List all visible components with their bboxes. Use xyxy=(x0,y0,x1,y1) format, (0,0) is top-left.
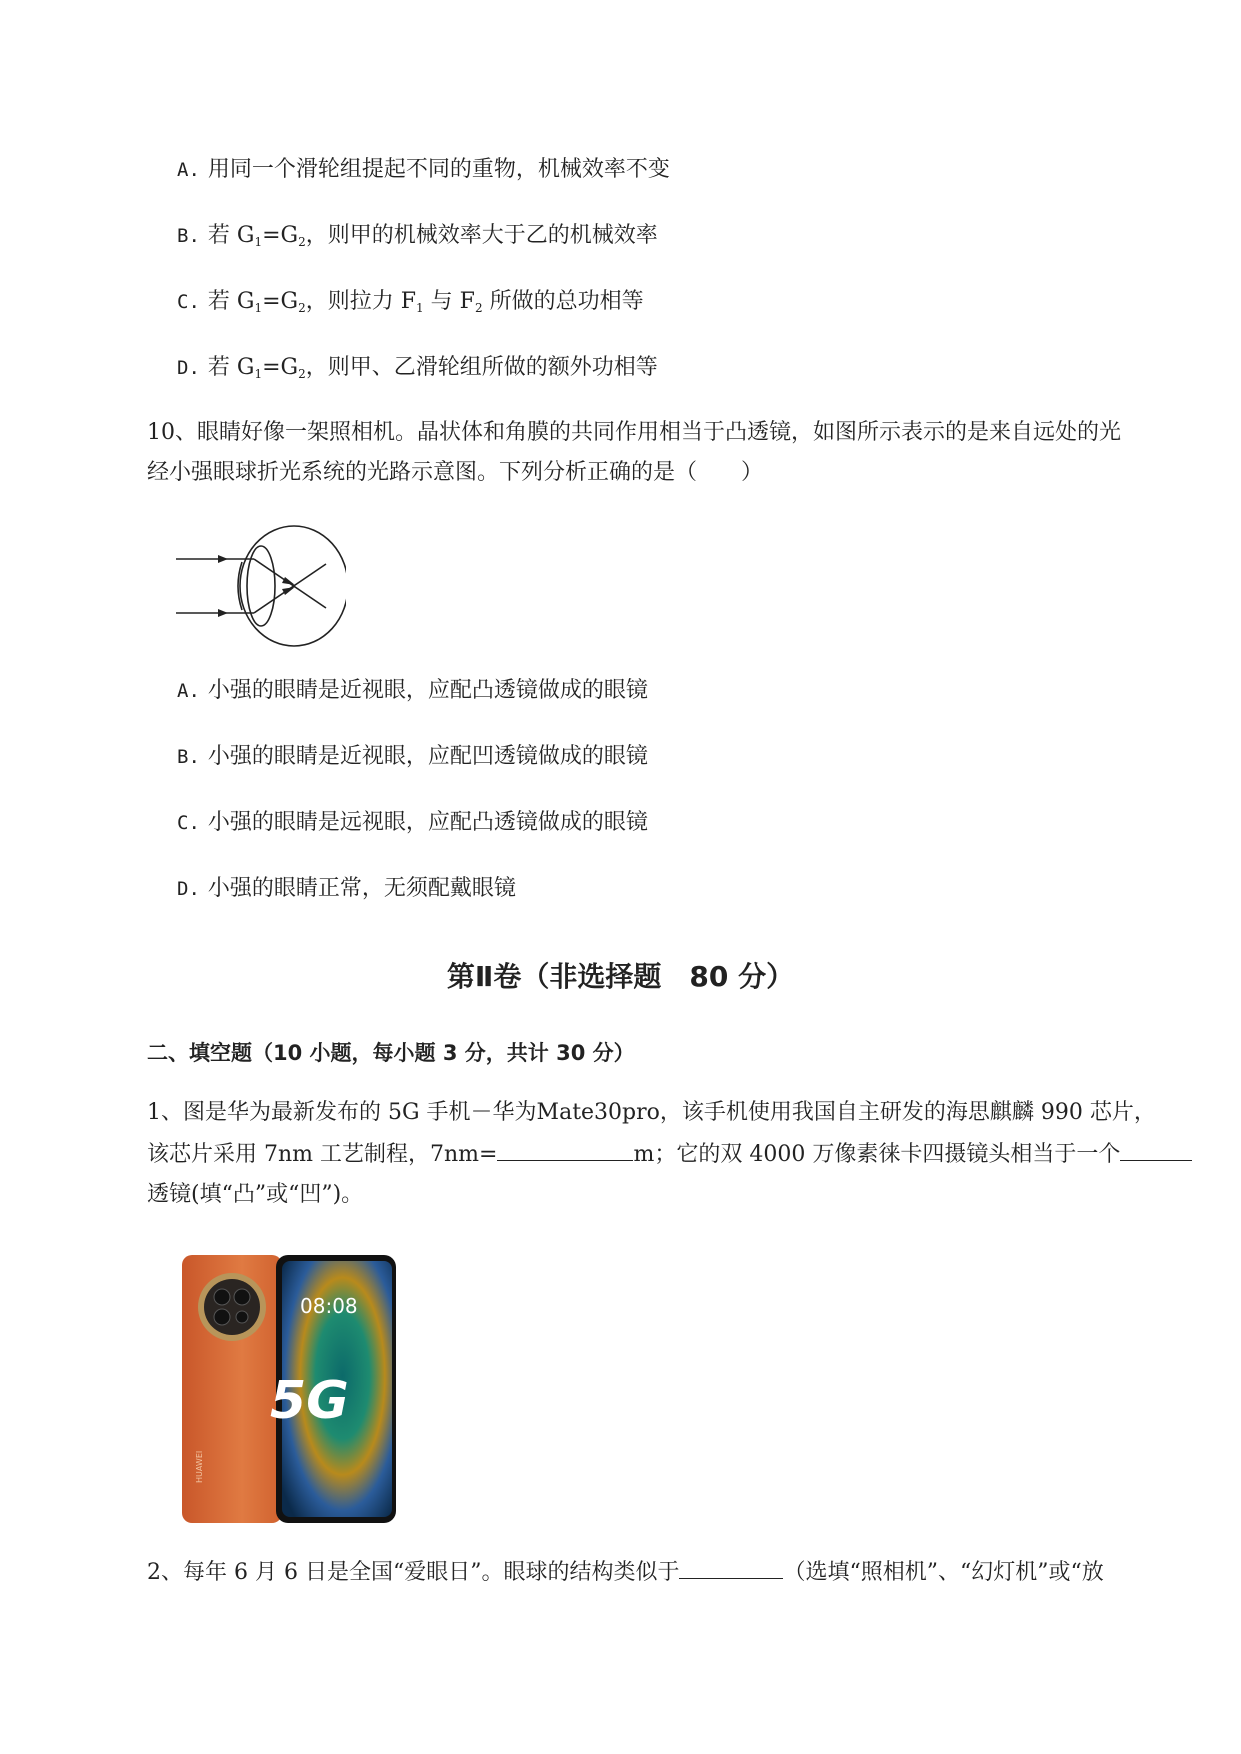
option-letter: D. xyxy=(177,357,200,379)
answer-blank[interactable] xyxy=(1120,1138,1192,1161)
subscript: 1 xyxy=(254,367,263,381)
option-text: 与 F xyxy=(423,289,475,314)
option-text: =G xyxy=(262,223,299,248)
camera-lens-icon xyxy=(234,1289,250,1305)
arrow-icon xyxy=(282,587,295,595)
subscript: 2 xyxy=(298,367,306,381)
subscript: 1 xyxy=(254,235,263,249)
subscript: 2 xyxy=(474,301,483,315)
q10-option-d xyxy=(177,874,516,904)
f2-line1 xyxy=(147,1556,1104,1588)
camera-lens-icon xyxy=(214,1309,230,1325)
subscript: 2 xyxy=(298,235,306,249)
subscript: 2 xyxy=(298,301,306,315)
option-text: ，则拉力 F xyxy=(305,289,417,314)
lens-outline xyxy=(247,546,275,626)
option-text: 小强的眼睛正常，无须配戴眼镜 xyxy=(207,876,516,901)
option-letter: A. xyxy=(177,159,200,181)
f2-text: 2、每年 6 月 6 日是全国“爱眼日”。眼球的结构类似于 xyxy=(147,1560,680,1585)
q9-option-b xyxy=(177,221,658,257)
brand-text: HUAWEI xyxy=(195,1450,204,1483)
answer-blank[interactable] xyxy=(679,1556,783,1579)
option-letter: A. xyxy=(177,680,200,702)
answer-blank[interactable] xyxy=(497,1138,633,1161)
option-text: 若 G xyxy=(207,289,255,314)
f1-line3: 透镜(填“凸”或“凹”)。 xyxy=(147,1182,364,1207)
option-text: 所做的总功相等 xyxy=(482,289,644,314)
f1-text: 该芯片采用 7nm 工艺制程，7nm= xyxy=(147,1142,498,1167)
option-text: ，则甲的机械效率大于乙的机械效率 xyxy=(305,223,658,248)
option-text: =G xyxy=(262,355,299,380)
f1-line1: 1、图是华为最新发布的 5G 手机－华为Mate30pro，该手机使用我国自主研发的海思麒麟 990 芯片， xyxy=(147,1100,1156,1125)
option-text: 若 G xyxy=(207,355,255,380)
section-title: 第Ⅱ卷（非选择题 80 分） xyxy=(446,960,795,993)
camera-lens-icon xyxy=(214,1289,230,1305)
option-letter: B. xyxy=(177,225,200,247)
option-text: 若 G xyxy=(207,223,255,248)
option-letter: C. xyxy=(177,291,200,313)
screen-time: 08:08 xyxy=(300,1294,358,1318)
arrow-icon xyxy=(218,555,228,563)
q10-stem-line2: 经小强眼球折光系统的光路示意图。下列分析正确的是（ ） xyxy=(147,460,764,485)
camera-module xyxy=(204,1279,260,1335)
option-text: ，则甲、乙滑轮组所做的额外功相等 xyxy=(305,355,658,380)
q9-option-d xyxy=(177,353,658,389)
phone-image xyxy=(180,1253,398,1525)
subscript: 1 xyxy=(416,301,424,315)
f1-text: m；它的双 4000 万像素徕卡四摄镜头相当于一个 xyxy=(633,1142,1121,1167)
arrow-icon xyxy=(282,577,295,585)
q10-stem-line1: 10、眼睛好像一架照相机。晶状体和角膜的共同作用相当于凸透镜，如图所示表示的是来自远处的光 xyxy=(147,420,1121,445)
q9-option-c xyxy=(177,287,644,323)
5g-badge: 5G xyxy=(270,1371,349,1431)
option-letter: D. xyxy=(177,878,200,900)
q10-option-b xyxy=(177,742,648,772)
option-text: 小强的眼睛是近视眼，应配凸透镜做成的眼镜 xyxy=(207,678,648,703)
q10-option-c xyxy=(177,808,648,838)
q10-option-a xyxy=(177,676,648,706)
option-text: 用同一个滑轮组提起不同的重物，机械效率不变 xyxy=(207,157,670,182)
option-text: 小强的眼睛是远视眼，应配凸透镜做成的眼镜 xyxy=(207,810,648,835)
subsection-heading: 二、填空题（10 小题，每小题 3 分，共计 30 分） xyxy=(147,1041,635,1065)
option-text: 小强的眼睛是近视眼，应配凹透镜做成的眼镜 xyxy=(207,744,648,769)
subscript: 1 xyxy=(254,301,263,315)
q9-option-a xyxy=(177,155,670,185)
eye-diagram xyxy=(176,522,346,650)
option-text: =G xyxy=(262,289,299,314)
camera-lens-icon xyxy=(236,1311,248,1323)
f2-text: （选填“照相机”、“幻灯机”或“放 xyxy=(783,1560,1104,1585)
f1-line2 xyxy=(147,1138,1192,1170)
arrow-icon xyxy=(218,609,228,617)
option-letter: B. xyxy=(177,746,200,768)
option-letter: C. xyxy=(177,812,200,834)
